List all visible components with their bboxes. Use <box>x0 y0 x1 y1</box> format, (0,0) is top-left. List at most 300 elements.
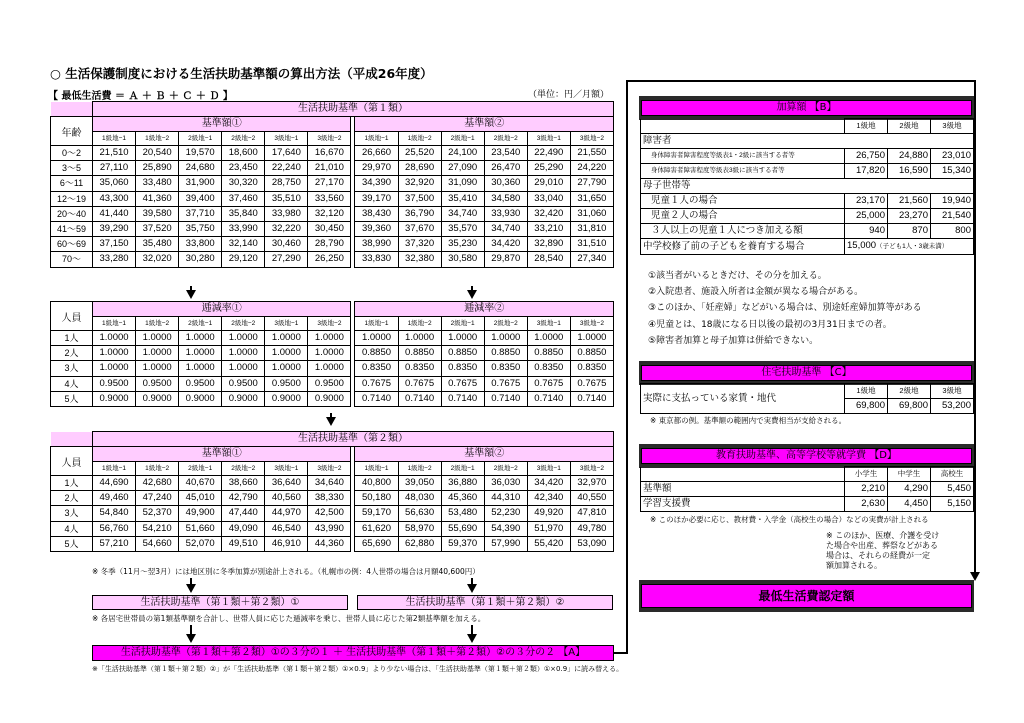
kasan-row-label: 児童２人の場合 <box>641 209 845 224</box>
cell-value: 49,780 <box>570 521 613 536</box>
other-note-line: ※ このほか、医療、介護を受け <box>826 531 940 540</box>
housing-value: 69,800 <box>845 399 888 414</box>
cell-value: 33,930 <box>484 206 527 221</box>
cell-value: 22,490 <box>527 146 570 161</box>
cell-value: 45,360 <box>441 491 484 506</box>
level-header: 1級地−2 <box>398 317 441 331</box>
cell-value: 1.0000 <box>308 331 351 346</box>
cell-value: 30,320 <box>222 176 265 191</box>
level-header: 小学生 <box>845 467 888 482</box>
edu-row-label: 学習支援費 <box>641 497 845 512</box>
row-label: 2人 <box>51 491 93 506</box>
cell-value: 39,170 <box>355 191 398 206</box>
kasan-note: ③このほか、「妊産婦」などがいる場合は、別途妊産婦加算等がある <box>648 303 922 314</box>
cell-value: 1.0000 <box>265 361 308 376</box>
cell-value: 38,990 <box>355 237 398 252</box>
edu-note: ※ このほか必要に応じ、教材費・入学金（高校生の場合）などの実費が計上される <box>650 515 929 524</box>
level-header: 1級地−2 <box>398 132 441 146</box>
cell-value: 34,580 <box>484 191 527 206</box>
cell-value: 1.0000 <box>136 331 179 346</box>
cell-value: 29,970 <box>355 161 398 176</box>
level-header: 3級地−2 <box>570 132 613 146</box>
kasan-note: ⑤障害者加算と母子加算は併給できない。 <box>648 335 819 346</box>
cell-value: 46,540 <box>265 521 308 536</box>
cell-value: 35,480 <box>136 237 179 252</box>
cell-value: 49,090 <box>222 521 265 536</box>
kasan-value: 800 <box>931 224 974 239</box>
cell-value: 44,360 <box>308 536 351 551</box>
cell-value: 37,150 <box>93 237 136 252</box>
cell-value: 0.7140 <box>355 391 398 406</box>
row-label: 5人 <box>51 391 93 406</box>
cell-value: 32,120 <box>308 206 351 221</box>
row-label: 5人 <box>51 536 93 551</box>
level-header: 3級地−1 <box>527 462 570 476</box>
cell-value: 34,740 <box>441 206 484 221</box>
row-label: 20〜40 <box>51 206 93 221</box>
cell-value: 32,140 <box>222 237 265 252</box>
cell-value: 48,030 <box>398 491 441 506</box>
level-header: 3級地 <box>931 384 974 399</box>
row-label: 1人 <box>51 476 93 491</box>
level-header: 2級地−2 <box>484 132 527 146</box>
cell-value: 0.8850 <box>441 346 484 361</box>
cell-value: 59,370 <box>441 536 484 551</box>
cell-value: 0.7675 <box>527 376 570 391</box>
cell-value: 1.0000 <box>93 361 136 376</box>
edu-value: 2,630 <box>845 497 888 512</box>
table-row <box>51 252 614 267</box>
cell-value: 55,420 <box>527 536 570 551</box>
cell-value: 32,890 <box>527 237 570 252</box>
level-header: 1級地−2 <box>398 462 441 476</box>
cell-value: 0.9500 <box>308 376 351 391</box>
cell-value: 0.7675 <box>441 376 484 391</box>
cell-value: 51,660 <box>179 521 222 536</box>
cell-value: 0.9500 <box>222 376 265 391</box>
level-header: 1級地 <box>845 119 888 134</box>
cell-value: 1.0000 <box>136 346 179 361</box>
cell-value: 1.0000 <box>265 331 308 346</box>
kasan-value: 23,270 <box>888 209 931 224</box>
formula: 【 最低生活費 ＝ Ａ ＋ Ｂ ＋ Ｃ ＋ Ｄ 】 <box>48 91 233 102</box>
cell-value: 40,670 <box>179 476 222 491</box>
cell-value: 62,880 <box>398 536 441 551</box>
kasan-value: 870 <box>888 224 931 239</box>
level-header: 2級地−2 <box>222 132 265 146</box>
result-box: 最低生活費認定額 <box>641 584 972 608</box>
kasan-value: 23,170 <box>845 194 888 209</box>
edu-value: 2,210 <box>845 482 888 497</box>
kasan-note: ④児童とは、18歳になる日以後の最初の3月31日までの者。 <box>648 319 892 330</box>
kasan-header: 加算額 【B】 <box>641 100 972 116</box>
group-header: 基準額① <box>93 447 351 462</box>
other-note-line: 場合は、それらの経費が一定 <box>826 551 930 560</box>
group-header: 逓減率① <box>93 302 351 317</box>
cell-value: 56,760 <box>93 521 136 536</box>
cell-value: 39,580 <box>136 206 179 221</box>
table-row <box>51 361 614 376</box>
cell-value: 54,660 <box>136 536 179 551</box>
cell-value: 29,120 <box>222 252 265 267</box>
cell-value: 34,740 <box>484 222 527 237</box>
cell-value: 35,840 <box>222 206 265 221</box>
cell-value: 1.0000 <box>179 361 222 376</box>
cell-value: 37,710 <box>179 206 222 221</box>
cell-value: 1.0000 <box>308 361 351 376</box>
level-header: 3級地−2 <box>570 317 613 331</box>
level-header: 2級地−1 <box>179 317 222 331</box>
cell-value: 0.7140 <box>570 391 613 406</box>
cell-value: 1.0000 <box>308 346 351 361</box>
cell-value: 1.0000 <box>570 331 613 346</box>
cell-value: 33,280 <box>93 252 136 267</box>
cell-value: 33,040 <box>527 191 570 206</box>
cell-value: 0.7140 <box>484 391 527 406</box>
cell-value: 0.9000 <box>136 391 179 406</box>
level-header: 1級地−2 <box>136 132 179 146</box>
table-row <box>51 506 614 521</box>
cell-value: 54,210 <box>136 521 179 536</box>
kasan-notes <box>648 268 922 349</box>
cell-value: 0.8350 <box>484 361 527 376</box>
cell-value: 38,430 <box>355 206 398 221</box>
cell-value: 33,830 <box>355 252 398 267</box>
cell-value: 0.7140 <box>527 391 570 406</box>
cell-value: 45,010 <box>179 491 222 506</box>
cell-value: 33,800 <box>179 237 222 252</box>
kasan-table <box>640 118 974 255</box>
table-row <box>51 391 614 406</box>
cell-value: 57,990 <box>484 536 527 551</box>
cell-value: 36,790 <box>398 206 441 221</box>
cell-value: 26,250 <box>308 252 351 267</box>
level-header: 3級地−1 <box>527 132 570 146</box>
cell-value: 36,880 <box>441 476 484 491</box>
kasan-value: 24,880 <box>888 149 931 164</box>
cell-value: 21,510 <box>93 146 136 161</box>
cell-value: 33,560 <box>308 191 351 206</box>
cell-value: 21,550 <box>570 146 613 161</box>
cell-value: 16,670 <box>308 146 351 161</box>
table-row <box>51 476 614 491</box>
cell-value: 0.8850 <box>484 346 527 361</box>
cell-value: 47,440 <box>222 506 265 521</box>
level-header: 1級地−1 <box>355 317 398 331</box>
cell-value: 20,540 <box>136 146 179 161</box>
cell-value: 0.9000 <box>265 391 308 406</box>
cell-value: 35,750 <box>179 222 222 237</box>
cell-value: 34,420 <box>527 476 570 491</box>
kasan-value: 19,940 <box>931 194 974 209</box>
cell-value: 1.0000 <box>136 361 179 376</box>
table-row <box>51 222 614 237</box>
cell-value: 24,220 <box>570 161 613 176</box>
cell-value: 0.7675 <box>355 376 398 391</box>
cell-value: 26,660 <box>355 146 398 161</box>
edu-value: 4,290 <box>888 482 931 497</box>
edu-value: 5,450 <box>931 482 974 497</box>
cell-value: 54,840 <box>93 506 136 521</box>
cell-value: 65,690 <box>355 536 398 551</box>
level-header: 1級地−1 <box>355 462 398 476</box>
cell-value: 30,580 <box>441 252 484 267</box>
kasan-value: 21,560 <box>888 194 931 209</box>
people-header: 人員 <box>51 447 93 476</box>
single-parent-label: 母子世帯等 <box>641 179 974 194</box>
page-title: ○ 生活保護制度における生活扶助基準額の算出方法（平成26年度） <box>50 66 433 81</box>
kasan-value: 17,820 <box>845 164 888 179</box>
cell-value: 0.8850 <box>398 346 441 361</box>
cell-value: 43,300 <box>93 191 136 206</box>
sum-note: ※ 各居宅世帯員の第1類基準額を合計し、世帯人員に応じた逓減率を乗じ、世帯人員に応じた第2類基準額を加える。 <box>92 614 486 623</box>
cell-value: 0.9000 <box>222 391 265 406</box>
row-label: 3人 <box>51 506 93 521</box>
row-label: 4人 <box>51 521 93 536</box>
edu-table <box>640 466 974 512</box>
level-header: 3級地−1 <box>265 132 308 146</box>
cell-value: 37,520 <box>136 222 179 237</box>
cell-value: 38,660 <box>222 476 265 491</box>
cell-value: 1.0000 <box>93 331 136 346</box>
cell-value: 0.8850 <box>527 346 570 361</box>
cell-value: 39,400 <box>179 191 222 206</box>
cell-value: 49,900 <box>179 506 222 521</box>
table-row <box>51 237 614 252</box>
level-header: 2級地−2 <box>484 317 527 331</box>
row-label: 70〜 <box>51 252 93 267</box>
group-header: 逓減率② <box>355 302 614 317</box>
cell-value: 26,470 <box>484 161 527 176</box>
table-row <box>51 536 614 551</box>
level-header: 高校生 <box>931 467 974 482</box>
row-label: 41〜59 <box>51 222 93 237</box>
table-class2 <box>50 431 614 552</box>
cell-value: 1.0000 <box>222 346 265 361</box>
cell-value: 38,330 <box>308 491 351 506</box>
cell-value: 1.0000 <box>222 331 265 346</box>
level-header: 3級地−1 <box>527 317 570 331</box>
cell-value: 49,510 <box>222 536 265 551</box>
housing-value: 53,200 <box>931 399 974 414</box>
cell-value: 17,640 <box>265 146 308 161</box>
other-note-line: 額加算される。 <box>826 561 882 570</box>
other-note-line: た場合や出産、葬祭などがある <box>826 541 938 550</box>
cell-value: 57,210 <box>93 536 136 551</box>
disabled-label: 障害者 <box>641 134 974 149</box>
cell-value: 28,690 <box>398 161 441 176</box>
cell-value: 52,070 <box>179 536 222 551</box>
row-label: 3人 <box>51 361 93 376</box>
cell-value: 61,620 <box>355 521 398 536</box>
cell-value: 32,020 <box>136 252 179 267</box>
group-header: 基準額② <box>355 447 614 462</box>
cell-value: 31,510 <box>570 237 613 252</box>
cell-value: 27,110 <box>93 161 136 176</box>
sum2-box: 生活扶助基準（第１類＋第２類）② <box>357 595 613 610</box>
cell-value: 39,050 <box>398 476 441 491</box>
level-header: 2級地−1 <box>441 317 484 331</box>
cell-value: 32,420 <box>527 206 570 221</box>
cell-value: 27,170 <box>308 176 351 191</box>
table-row <box>51 206 614 221</box>
cell-value: 51,970 <box>527 521 570 536</box>
cell-value: 0.7675 <box>398 376 441 391</box>
cell-value: 28,540 <box>527 252 570 267</box>
row-label: 12〜19 <box>51 191 93 206</box>
cell-value: 44,310 <box>484 491 527 506</box>
edu-value: 4,450 <box>888 497 931 512</box>
cell-value: 37,460 <box>222 191 265 206</box>
cell-value: 0.7140 <box>398 391 441 406</box>
edu-row-label: 基準額 <box>641 482 845 497</box>
cell-value: 0.8350 <box>570 361 613 376</box>
cell-value: 0.8350 <box>441 361 484 376</box>
cell-value: 32,970 <box>570 476 613 491</box>
cell-value: 42,790 <box>222 491 265 506</box>
edu-value: 5,150 <box>931 497 974 512</box>
level-header: 1級地−1 <box>355 132 398 146</box>
cell-value: 23,540 <box>484 146 527 161</box>
kasan-row-label: 身体障害者障害程度等級表3級に該当する者等 <box>641 164 845 179</box>
cell-value: 35,510 <box>265 191 308 206</box>
cell-value: 0.9000 <box>93 391 136 406</box>
level-header: 3級地 <box>931 119 974 134</box>
cell-value: 0.7675 <box>484 376 527 391</box>
level-header: 1級地 <box>845 384 888 399</box>
kasan-row-label: ３人以上の児童１人につき加える額 <box>641 224 845 239</box>
cell-value: 24,680 <box>179 161 222 176</box>
kasan-value: 23,010 <box>931 149 974 164</box>
cell-value: 33,480 <box>136 176 179 191</box>
level-header: 3級地−1 <box>265 317 308 331</box>
housing-value: 69,800 <box>888 399 931 414</box>
cell-value: 37,320 <box>398 237 441 252</box>
winter-note: ※ 冬季（11月〜翌3月）には地区別に冬季加算が別途計上される。（札幌市の例：4人世帯の場合は月額40,600円） <box>92 567 480 576</box>
people-header: 人員 <box>51 302 93 331</box>
kasan-note: ①該当者がいるときだけ、その分を加える。 <box>648 271 827 281</box>
age-header: 年齢 <box>51 117 93 146</box>
cell-value: 35,060 <box>93 176 136 191</box>
cell-value: 32,920 <box>398 176 441 191</box>
class1-header: 生活扶助基準（第１類） <box>93 102 614 117</box>
level-header: 3級地−2 <box>308 462 351 476</box>
cell-value: 43,990 <box>308 521 351 536</box>
level-header: 2級地 <box>888 384 931 399</box>
cell-value: 1.0000 <box>93 346 136 361</box>
row-label: 2人 <box>51 346 93 361</box>
cell-value: 25,890 <box>136 161 179 176</box>
level-header: 1級地−2 <box>136 317 179 331</box>
level-header: 3級地−2 <box>308 317 351 331</box>
cell-value: 46,910 <box>265 536 308 551</box>
cell-value: 0.8350 <box>398 361 441 376</box>
cell-value: 44,690 <box>93 476 136 491</box>
cell-value: 0.9500 <box>179 376 222 391</box>
level-header: 2級地−2 <box>484 462 527 476</box>
kasan-note: ②入院患者、施設入所者は金額が異なる場合がある。 <box>648 287 864 298</box>
cell-value: 33,980 <box>265 206 308 221</box>
kasan-value: 26,750 <box>845 149 888 164</box>
cell-value: 0.9000 <box>308 391 351 406</box>
level-header: 2級地−1 <box>441 132 484 146</box>
other-note <box>826 531 939 571</box>
cell-value: 35,230 <box>441 237 484 252</box>
sum1-box: 生活扶助基準（第１類＋第２類）① <box>92 595 348 610</box>
cell-value: 47,810 <box>570 506 613 521</box>
table-row <box>51 491 614 506</box>
class2-header: 生活扶助基準（第２類） <box>93 432 614 447</box>
cell-value: 27,340 <box>570 252 613 267</box>
cell-value: 31,060 <box>570 206 613 221</box>
level-header: 2級地−2 <box>222 462 265 476</box>
level-header: 1級地−1 <box>93 132 136 146</box>
cell-value: 1.0000 <box>179 331 222 346</box>
table-row <box>51 331 614 346</box>
housing-header: 住宅扶助基準 【C】 <box>641 365 972 381</box>
cell-value: 21,010 <box>308 161 351 176</box>
cell-value: 32,380 <box>398 252 441 267</box>
cell-value: 34,420 <box>484 237 527 252</box>
cell-value: 42,340 <box>527 491 570 506</box>
cell-value: 22,240 <box>265 161 308 176</box>
cell-value: 54,390 <box>484 521 527 536</box>
level-header: 中学生 <box>888 467 931 482</box>
housing-note: ※ 東京都の例。基準額の範囲内で実費相当が支給される。 <box>650 416 847 425</box>
level-header: 2級地 <box>888 119 931 134</box>
cell-value: 1.0000 <box>265 346 308 361</box>
level-header: 2級地−1 <box>179 132 222 146</box>
cell-value: 27,790 <box>570 176 613 191</box>
level-header: 3級地−2 <box>308 132 351 146</box>
level-header: 3級地−1 <box>265 462 308 476</box>
cell-value: 19,570 <box>179 146 222 161</box>
table-row <box>51 521 614 536</box>
level-header: 2級地−2 <box>222 317 265 331</box>
kasan-child-note: （子ども1人・3歳未満） <box>876 243 949 250</box>
cell-value: 34,390 <box>355 176 398 191</box>
cell-value: 0.8350 <box>355 361 398 376</box>
cell-value: 0.7675 <box>570 376 613 391</box>
housing-label: 実際に支払っている家賃・地代 <box>641 384 845 414</box>
cell-value: 0.8350 <box>527 361 570 376</box>
cell-value: 34,640 <box>308 476 351 491</box>
cell-value: 59,170 <box>355 506 398 521</box>
kasan-value: 15,000 <box>847 240 877 251</box>
cell-value: 49,460 <box>93 491 136 506</box>
cell-value: 37,500 <box>398 191 441 206</box>
cell-value: 31,900 <box>179 176 222 191</box>
cell-value: 28,750 <box>265 176 308 191</box>
cell-value: 0.8850 <box>355 346 398 361</box>
cell-value: 27,090 <box>441 161 484 176</box>
cell-value: 42,500 <box>308 506 351 521</box>
cell-value: 31,810 <box>570 222 613 237</box>
table-row <box>51 376 614 391</box>
cell-value: 0.9000 <box>179 391 222 406</box>
kasan-value: 15,340 <box>931 164 974 179</box>
cell-value: 23,450 <box>222 161 265 176</box>
cell-value: 58,970 <box>398 521 441 536</box>
cell-value: 0.9500 <box>136 376 179 391</box>
cell-value: 53,480 <box>441 506 484 521</box>
cell-value: 18,600 <box>222 146 265 161</box>
level-header: 2級地−1 <box>179 462 222 476</box>
cell-value: 25,290 <box>527 161 570 176</box>
cell-value: 41,360 <box>136 191 179 206</box>
cell-value: 1.0000 <box>527 331 570 346</box>
table-row <box>51 161 614 176</box>
